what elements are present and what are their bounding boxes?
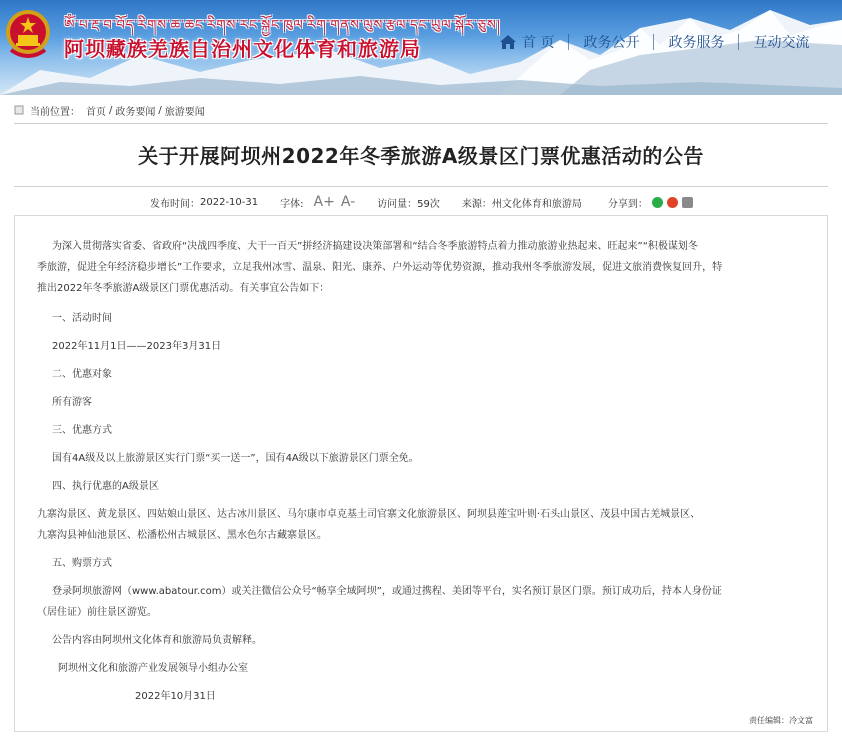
visit-count [377, 195, 440, 210]
paragraph: 推出2022年冬季旅游A级景区门票优惠活动。有关事宜公告如下： [37, 283, 330, 294]
nav-divider [738, 34, 739, 50]
national-emblem-icon [3, 6, 53, 62]
wechat-share-icon[interactable] [652, 197, 663, 208]
paragraph: 九寨沟景区、黄龙景区、四姑娘山景区、达古冰川景区、马尔康市卓克基土司官寨文化旅游景区、阿坝县莲宝叶则·石头山景区、茂县中国古羌城景区、 [37, 509, 701, 520]
paragraph: 国有4A级及以上旅游景区实行门票“买一送一”，国有4A级以下旅游景区门票全免。 [52, 453, 419, 464]
article-source [462, 195, 582, 210]
nav-item-gov-affairs[interactable] [569, 32, 653, 52]
tibetan-site-title: ༀ་པ་རྔ་བ་བོད་རིགས་ཆ་ཆང་རིགས་རང་སྐྱོང་ཁུལ་རིག་གནས་ལུས་རྩལ་དང་ཡུལ་སྐོར་ཅུས། [64, 18, 501, 33]
article-title: 关于开展阿坝州2022年冬季旅游A级景区门票优惠活动的公告 [138, 144, 704, 168]
publish-date: 2022-10-31 [200, 196, 259, 208]
paragraph: 2022年11月1日——2023年3月31日 [52, 341, 222, 352]
publish-time [150, 195, 258, 210]
main-nav [486, 32, 823, 52]
nav-gov-services-label: 政务服务 [668, 35, 725, 51]
font-size-control [280, 194, 355, 210]
nav-divider [568, 34, 569, 50]
site-header [0, 0, 842, 95]
breadcrumb-divider [14, 123, 828, 124]
section-heading: 二、优惠对象 [52, 369, 112, 380]
breadcrumb-item-tourism-news[interactable]: 旅游要闻 [164, 106, 205, 118]
publish-label: 发布时间： [150, 198, 200, 210]
font-larger-button[interactable]: A+ [313, 194, 335, 210]
article-content [14, 215, 828, 732]
nav-home-label: 首 页 [522, 35, 555, 51]
paragraph: 公告内容由阿坝州文化体育和旅游局负责解释。 [52, 635, 262, 646]
nav-item-interaction[interactable] [739, 32, 823, 52]
signature-date: 2022年10月31日 [135, 691, 216, 702]
paragraph: 季旅游，促进全年经济稳步增长”工作要求，立足我州冰雪、温泉、阳光、康养、户外运动等优势资源，推动我州冬季旅游发展，促进文旅消费恢复回升，特 [37, 262, 723, 273]
signature-org: 阿坝州文化和旅游产业发展领导小组办公室 [58, 663, 248, 674]
paragraph: 为深入贯彻落实省委、省政府“决战四季度、大干一百天”拼经济搞建设决策部署和“结合冬季旅游特点着力推动旅游业热起来、旺起来”“积极谋划冬 [52, 241, 698, 252]
paragraph: 九寨沟县神仙池景区、松潘松州古城景区、黑水色尔古藏寨景区。 [37, 530, 327, 541]
section-heading: 一、活动时间 [52, 313, 112, 324]
share-label: 分享到： [607, 198, 648, 210]
section-heading: 五、购票方式 [52, 558, 112, 569]
paragraph: 所有游客 [52, 397, 92, 408]
nav-gov-affairs-label: 政务公开 [583, 35, 640, 51]
editor-credit: 责任编辑：冷文富 [749, 716, 813, 725]
breadcrumb-item-gov-news[interactable]: 政务要闻 [115, 106, 156, 118]
site-title[interactable]: 阿坝藏族羌族自治州文化体育和旅游局 [64, 37, 421, 61]
print-icon[interactable] [682, 197, 693, 208]
font-smaller-button[interactable]: A- [340, 194, 356, 210]
breadcrumb-separator: / [158, 104, 162, 116]
breadcrumb-prefix: 当前位置： [30, 106, 80, 118]
section-heading: 三、优惠方式 [52, 425, 112, 436]
breadcrumb-item-home[interactable]: 首页 [86, 106, 106, 118]
visits-value: 59次 [417, 198, 440, 210]
source-label: 来源： [461, 198, 492, 210]
nav-item-home[interactable] [486, 32, 568, 52]
breadcrumb [14, 99, 828, 121]
article-meta [14, 192, 828, 212]
nav-interaction-label: 互动交流 [753, 35, 810, 51]
nav-divider [653, 34, 654, 50]
paragraph: 登录阿坝旅游网（www.abatour.com）或关注微信公众号“畅享全域阿坝”，或通过携程、美团等平台，实名预订景区门票。预订成功后，持本人身份证 [52, 586, 722, 597]
visits-label: 访问量： [377, 198, 418, 210]
weibo-share-icon[interactable] [667, 197, 678, 208]
source-value: 州文化体育和旅游局 [491, 198, 582, 210]
home-icon [500, 35, 516, 49]
paragraph: （居住证）前往景区游览。 [37, 607, 157, 618]
share-bar [608, 195, 693, 210]
section-heading: 四、执行优惠的A级景区 [52, 481, 159, 492]
font-label: 字体: [280, 198, 304, 210]
location-icon [14, 105, 24, 115]
breadcrumb-separator: / [109, 104, 113, 116]
title-divider [14, 186, 828, 187]
nav-item-gov-services[interactable] [654, 32, 738, 52]
